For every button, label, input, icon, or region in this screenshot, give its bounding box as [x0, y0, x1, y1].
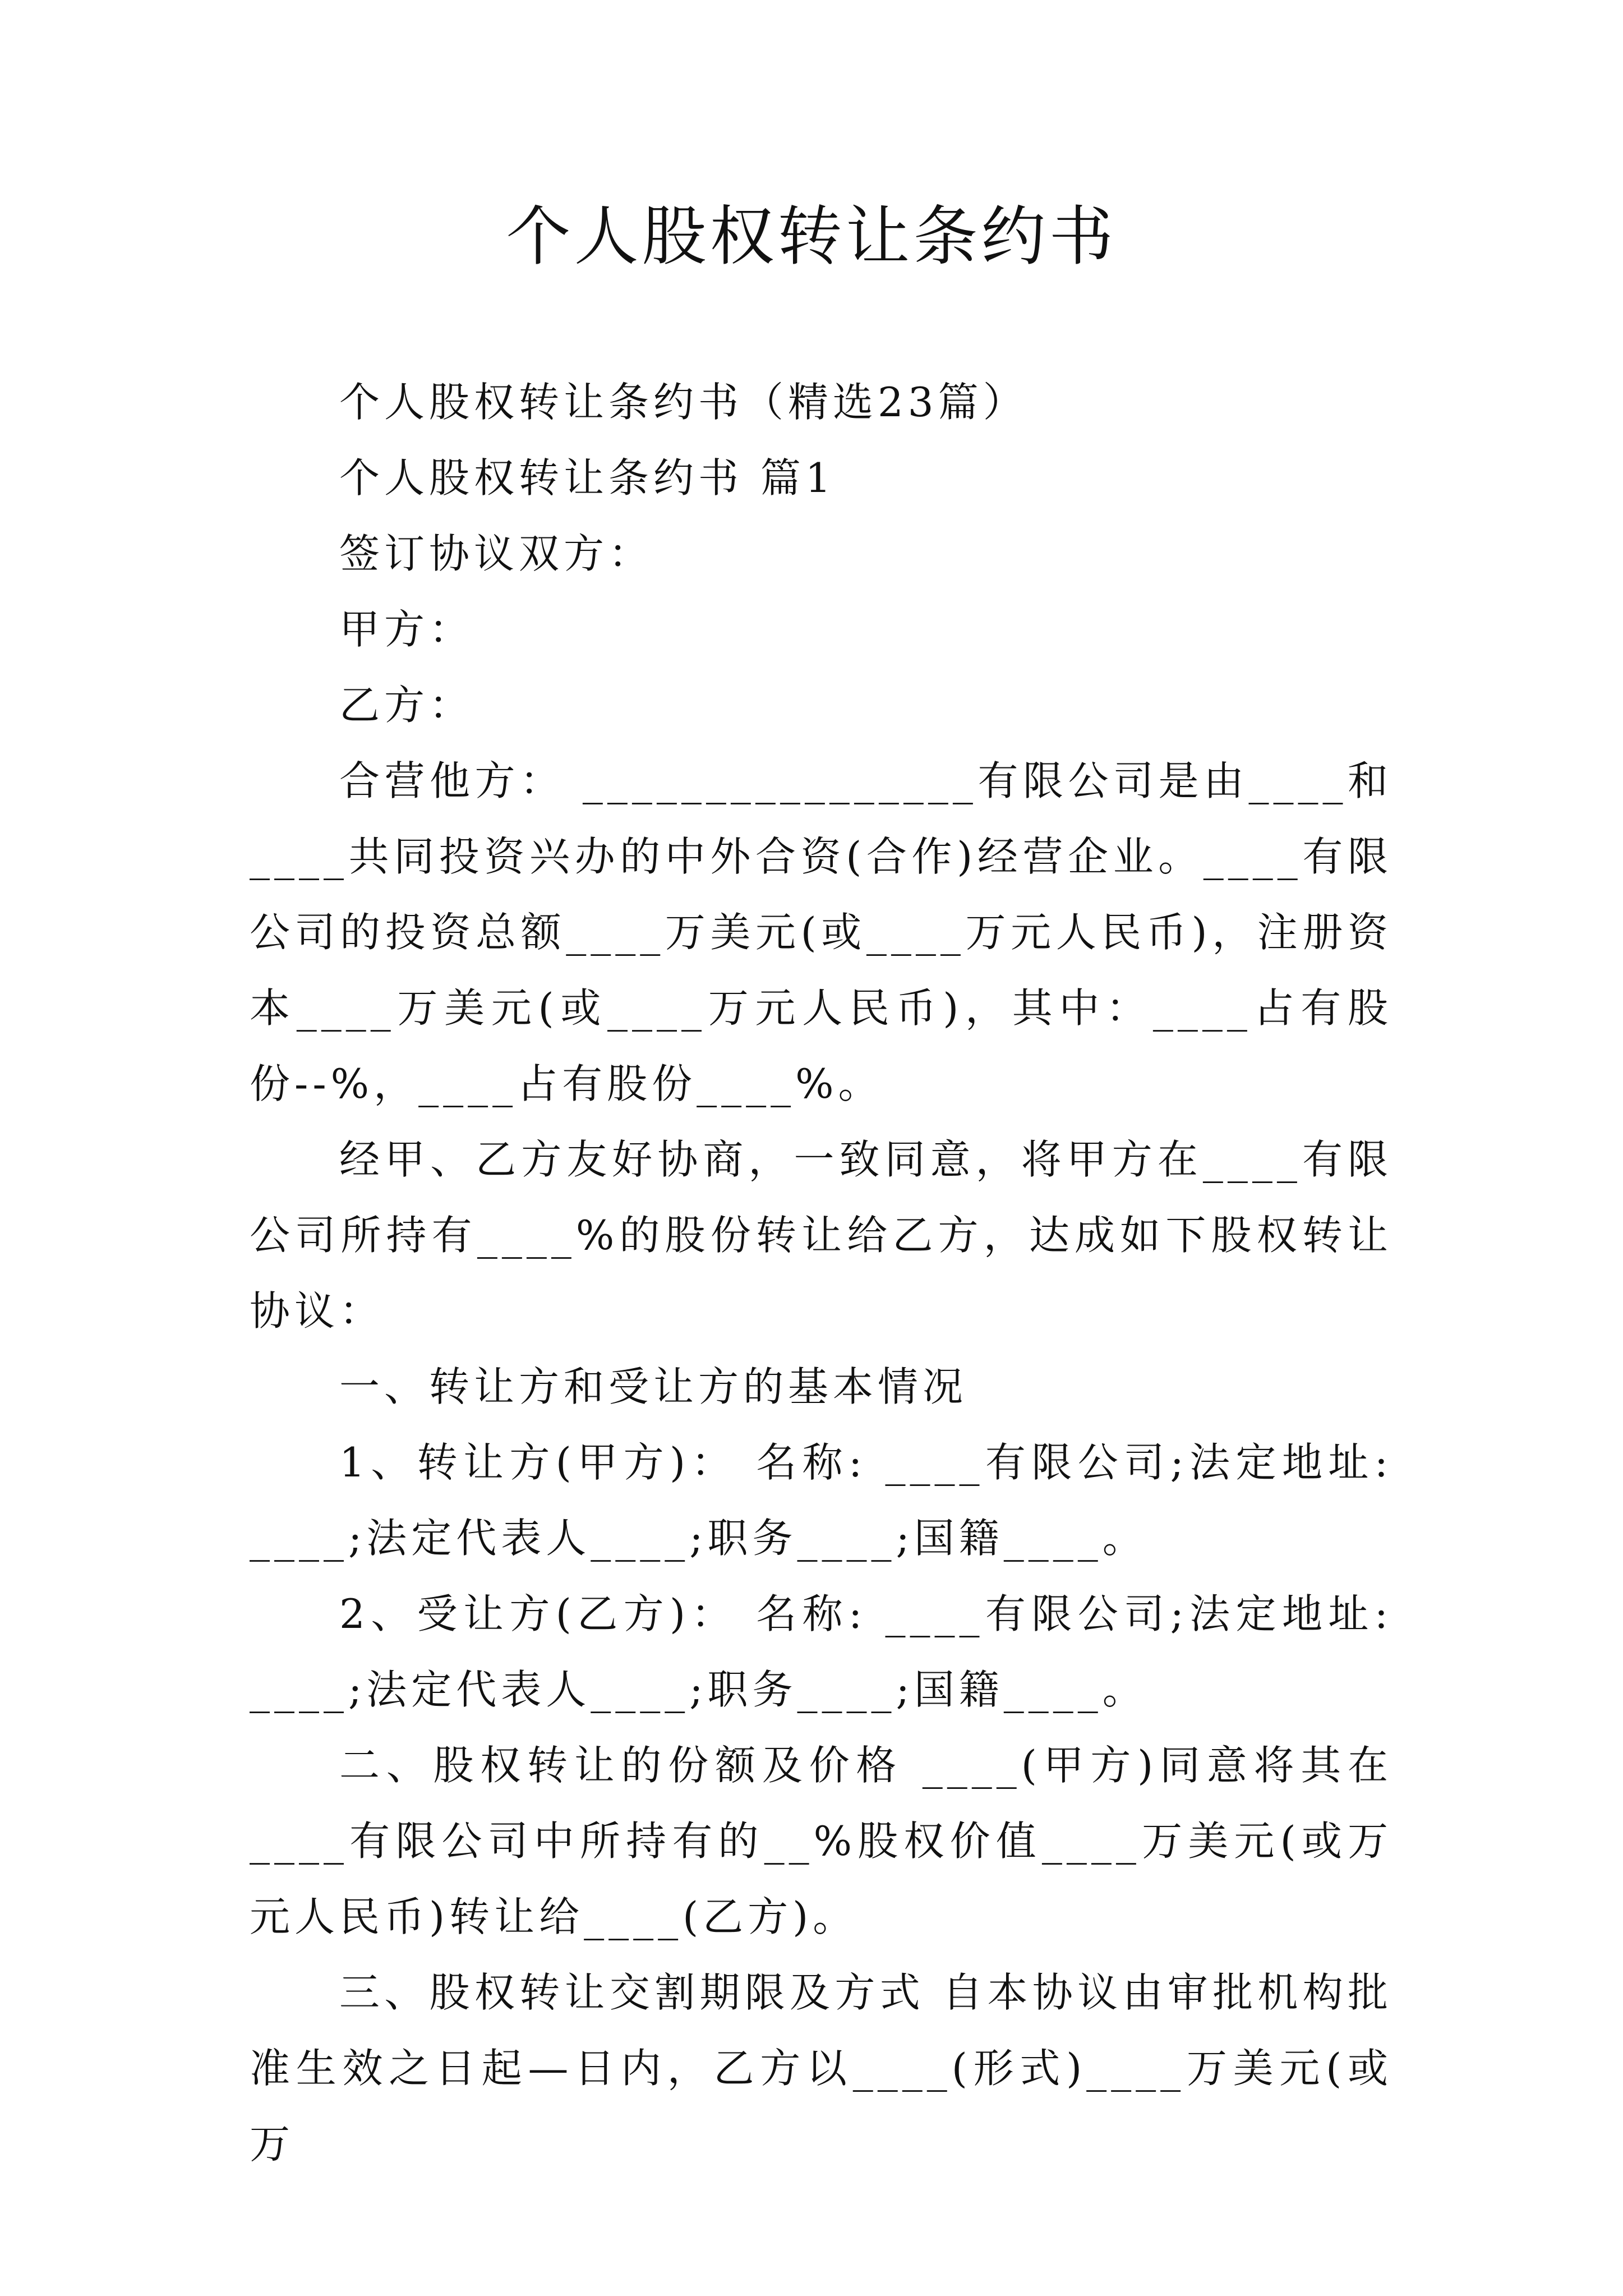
- clause-heading: 一、转让方和受让方的基本情况: [339, 1363, 968, 1410]
- paragraph: 乙方：: [339, 682, 474, 729]
- document-body: [250, 365, 1410, 2182]
- paragraph: 1、转让方(甲方)： 名称: ____有限公司;法定地址: ____;法定代表人____;职务____;国籍____。: [250, 1439, 1410, 1562]
- paragraph: 甲方：: [339, 606, 474, 653]
- document-subtitle: 个人股权转让条约书（精选23篇）: [339, 379, 1028, 426]
- paragraph: 2、受让方(乙方)： 名称: ____有限公司;法定地址: ____;法定代表人____;职务____;国籍____。: [250, 1590, 1410, 1713]
- paragraph: 经甲、乙方友好协商，一致同意，将甲方在____有限公司所持有____%的股份转让给乙方，达成如下股权转让协议：: [250, 1136, 1393, 1335]
- section-heading: 个人股权转让条约书 篇1: [339, 454, 836, 501]
- page-title: 个人股权转让条约书: [506, 199, 1117, 274]
- paragraph: 三、股权转让交割期限及方式 自本协议由审批机构批准生效之日起—日内，乙方以____(形式)____万美元(或万: [250, 1969, 1393, 2168]
- paragraph: 签订协议双方：: [339, 530, 654, 577]
- paragraph: 二、股权转让的份额及价格 ____(甲方)同意将其在____有限公司中所持有的__%股权价值____万美元(或万元人民币)转让给____(乙方)。: [250, 1742, 1393, 1940]
- paragraph: 合营他方： ________________有限公司是由____和____共同投资兴办的中外合资(合作)经营企业。____有限公司的投资总额____万美元(或____万元人民币)，注册资本____万美元(或____万元人民币)，其中：____占有股份--%，____占有股份____%。: [250, 757, 1393, 1107]
